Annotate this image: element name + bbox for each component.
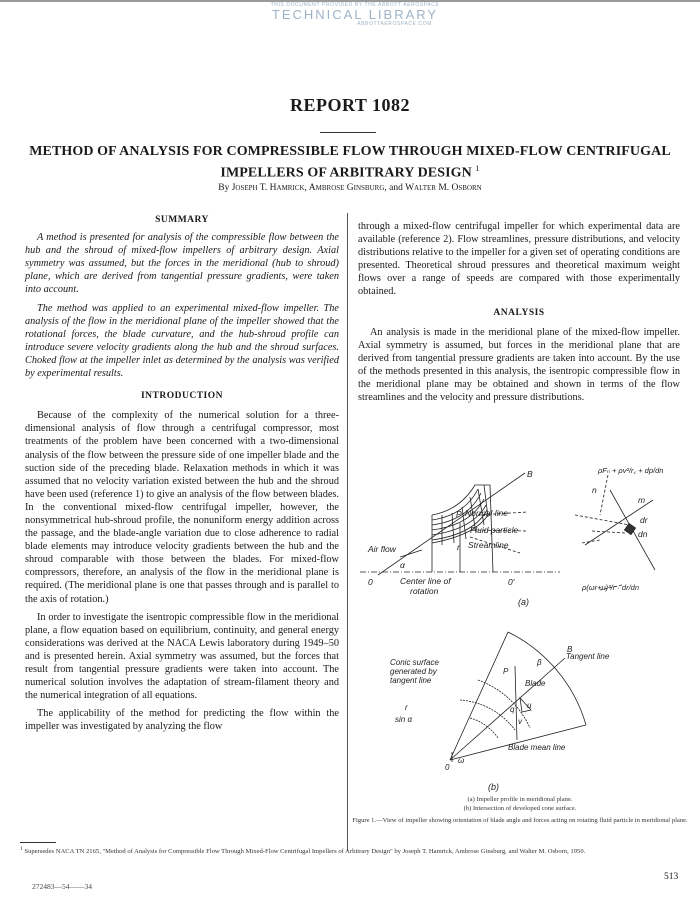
author-1: Joseph T. Hamrick, [231, 183, 307, 193]
svg-text:ω: ω [458, 756, 465, 765]
figure-1 [360, 455, 690, 795]
svg-text:tangent line: tangent line [390, 676, 432, 685]
intro-paragraph: The applicability of the method for predicting the flow within the impeller was investigated by analyzing the flow [25, 708, 339, 733]
svg-text:β: β [537, 658, 542, 667]
svg-text:(b): (b) [488, 782, 499, 792]
footnote-divider [20, 842, 56, 843]
svg-text:rotation: rotation [410, 586, 439, 596]
figure-panel-a-labels [367, 466, 663, 607]
title-divider [320, 132, 376, 133]
svg-text:dn: dn [638, 529, 648, 539]
svg-text:α: α [400, 560, 405, 570]
svg-text:r: r [405, 703, 408, 712]
svg-text:m: m [638, 495, 646, 505]
right-column [358, 220, 680, 409]
caption-b: (b) Intersection of developed cone surface. [463, 805, 577, 812]
introduction-heading: INTRODUCTION [140, 391, 223, 402]
svg-text:Air flow: Air flow [368, 544, 396, 554]
page-number: 513 [664, 872, 679, 882]
intro-paragraph: In order to investigate the isentropic compressible flow in the meridional plane, a flow equation based on equilibrium, continuity, and general energy considerations was derived at the NACA Lewis laboratory during 1949–50 and is presented herein. Axial symmetry was assumed, but the forces that result from tangential pressure gradients were taken into account. The numerical solution involves the adaptation of stream-filament theory and the numerical integration of all equations. [25, 611, 339, 702]
svg-text:dr: dr [640, 515, 648, 525]
watermark [230, 0, 480, 27]
continued-paragraph: through a mixed-flow centrifugal impeller for which experimental data are available (reference 2). Flow streamlines, pressure distributions, and velocity distributions relative to the impeller for a given set of operating conditions are presented. Theoretical shroud pressures and theoretical maximum weight flows over a range of speeds are compared with those experimentally obtained. [358, 221, 680, 298]
figure-caption [350, 795, 690, 825]
watermark-provider: THIS DOCUMENT PROVIDED BY THE ABBOTT AEROSPACE [270, 2, 440, 8]
analysis-heading: ANALYSIS [493, 307, 545, 318]
intro-paragraph: Because of the complexity of the numerical solution for a three-dimensional analysis of flow through a centrifugal compressor, most treatments of the problem have been concerned with a two-dimensional analysis of the flow between the pressure side of one impeller blade and the suction side of the preceding blade. Relaxation methods in which it was assumed that no velocity variation existed between the hub and the shroud have been used (reference 1) to give an analysis of the flow between blades. In the conventional mixed-flow centrifugal impeller, however, the nonsymmetrical hub-shroud profile, the nonuniform energy addition across the passage, and the blade-angle variation due to close adherence to radial blade elements may introduce velocity gradients between the hub and the shroud comparable with those between the blades. For mixed-flow compressors, therefore, an analysis of the flow in the meridional plane is required. (The meridional plane is one that passes through and is parallel to the axis of rotation.) [25, 410, 339, 605]
watermark-title: TECHNICAL LIBRARY [271, 7, 439, 22]
svg-text:q: q [510, 705, 515, 714]
author-3: Walter M. Osborn [405, 183, 482, 193]
title-line-2: IMPELLERS OF ARBITRARY DESIGN $^1$ [220, 164, 480, 181]
svg-text:n: n [592, 485, 597, 495]
svg-text:generated by: generated by [390, 667, 437, 676]
footnote [20, 845, 685, 856]
svg-text:P: P [503, 667, 509, 676]
svg-text:Conic surface: Conic surface [390, 658, 439, 667]
report-number: REPORT 1082 [289, 95, 411, 115]
svg-text:u: u [527, 701, 532, 710]
svg-text:B: B [527, 469, 533, 479]
svg-text:(a): (a) [518, 597, 529, 607]
print-code: 272483—54——34 [32, 882, 92, 891]
title-line-1: METHOD OF ANALYSIS FOR COMPRESSIBLE FLOW THROUGH MIXED-FLOW CENTRIFUGAL [29, 144, 671, 159]
svg-text:sin α: sin α [395, 715, 413, 724]
summary-heading: SUMMARY [155, 215, 209, 225]
caption-a: (a) Impeller profile in meridional plane. [467, 796, 573, 803]
svg-text:Normal line: Normal line [465, 508, 508, 518]
summary-paragraph: A method is presented for analysis of the compressible flow between the hub and the shroud of mixed-flow impellers of arbitrary design. Axial symmetry was assumed, but the forces in the meridional (hub to shroud) plane, which are derived from tangential pressure gradients, were taken into account. [25, 232, 339, 296]
figure-panel-b-labels [390, 645, 610, 792]
title-footnote-mark: 1 [475, 164, 480, 173]
watermark-url: ABBOTTAEROSPACE.COM [357, 21, 432, 27]
svg-text:Blade mean line: Blade mean line [508, 743, 566, 752]
svg-text:0: 0 [445, 763, 450, 772]
svg-text:Tangent line: Tangent line [566, 652, 610, 661]
left-column [25, 214, 339, 738]
svg-text:0: 0 [368, 577, 373, 587]
svg-text:0': 0' [508, 577, 515, 587]
svg-text:Fluid particle: Fluid particle [470, 525, 519, 535]
footnote-mark: 1 [20, 846, 23, 852]
footnote-text: Supersedes NACA TN 2165, "Method of Analysis for Compressible Flow Through Mixed-Flow Centrifugal Impellers of Arbitrary Design" by Joseph T. Hamrick, Ambrose Ginsburg, and Walter M. Osborn, 1950. [24, 848, 586, 856]
svg-text:Streamline: Streamline [468, 540, 509, 550]
svg-text:P: P [456, 509, 462, 519]
analysis-paragraph: An analysis is made in the meridional plane of the mixed-flow impeller. Axial symmetry is assumed, but forces in the meridional plane that are derived from tangential pressure gradients are taken into account. By the use of the methods presented in this analysis, the isentropic compressible flow in the meridional plane may be obtained and shown in terms of the flow streamlines and the velocity and pressure distributions. [358, 326, 680, 404]
svg-text:ρ(ωr+u)²/r · dr/dn: ρ(ωr+u)²/r · dr/dn [582, 583, 640, 592]
author-2: Ambrose Ginsburg, [308, 183, 387, 193]
svg-text:v: v [518, 717, 522, 726]
caption-main: Figure 1.—View of impeller showing orientation of blade angle and forces acting on rotating fluid particle in meridional plane. [352, 817, 688, 824]
svg-text:ρFₙ + ρv²/r꜀ + dp/dn: ρFₙ + ρv²/r꜀ + dp/dn [598, 466, 664, 475]
svg-text:Blade: Blade [525, 679, 546, 688]
svg-text:B: B [567, 645, 573, 654]
authors: By Joseph T. Hamrick, Ambrose Ginsburg, and Walter M. Osborn [218, 183, 482, 193]
svg-text:Center line of: Center line of [400, 576, 451, 586]
summary-paragraph: The method was applied to an experimental mixed-flow impeller. The analysis of the flow in the meridional plane of the impeller showed that the rotational forces, the blade curvature, and the hub-shroud profile can introduce severe velocity gradients along the hub and the shroud surfaces. Choked flow at the impeller inlet as determined by the analysis was verified by experimental results. [25, 302, 339, 380]
svg-text:r: r [457, 542, 460, 552]
paper-title [20, 143, 680, 182]
column-divider [347, 213, 348, 851]
